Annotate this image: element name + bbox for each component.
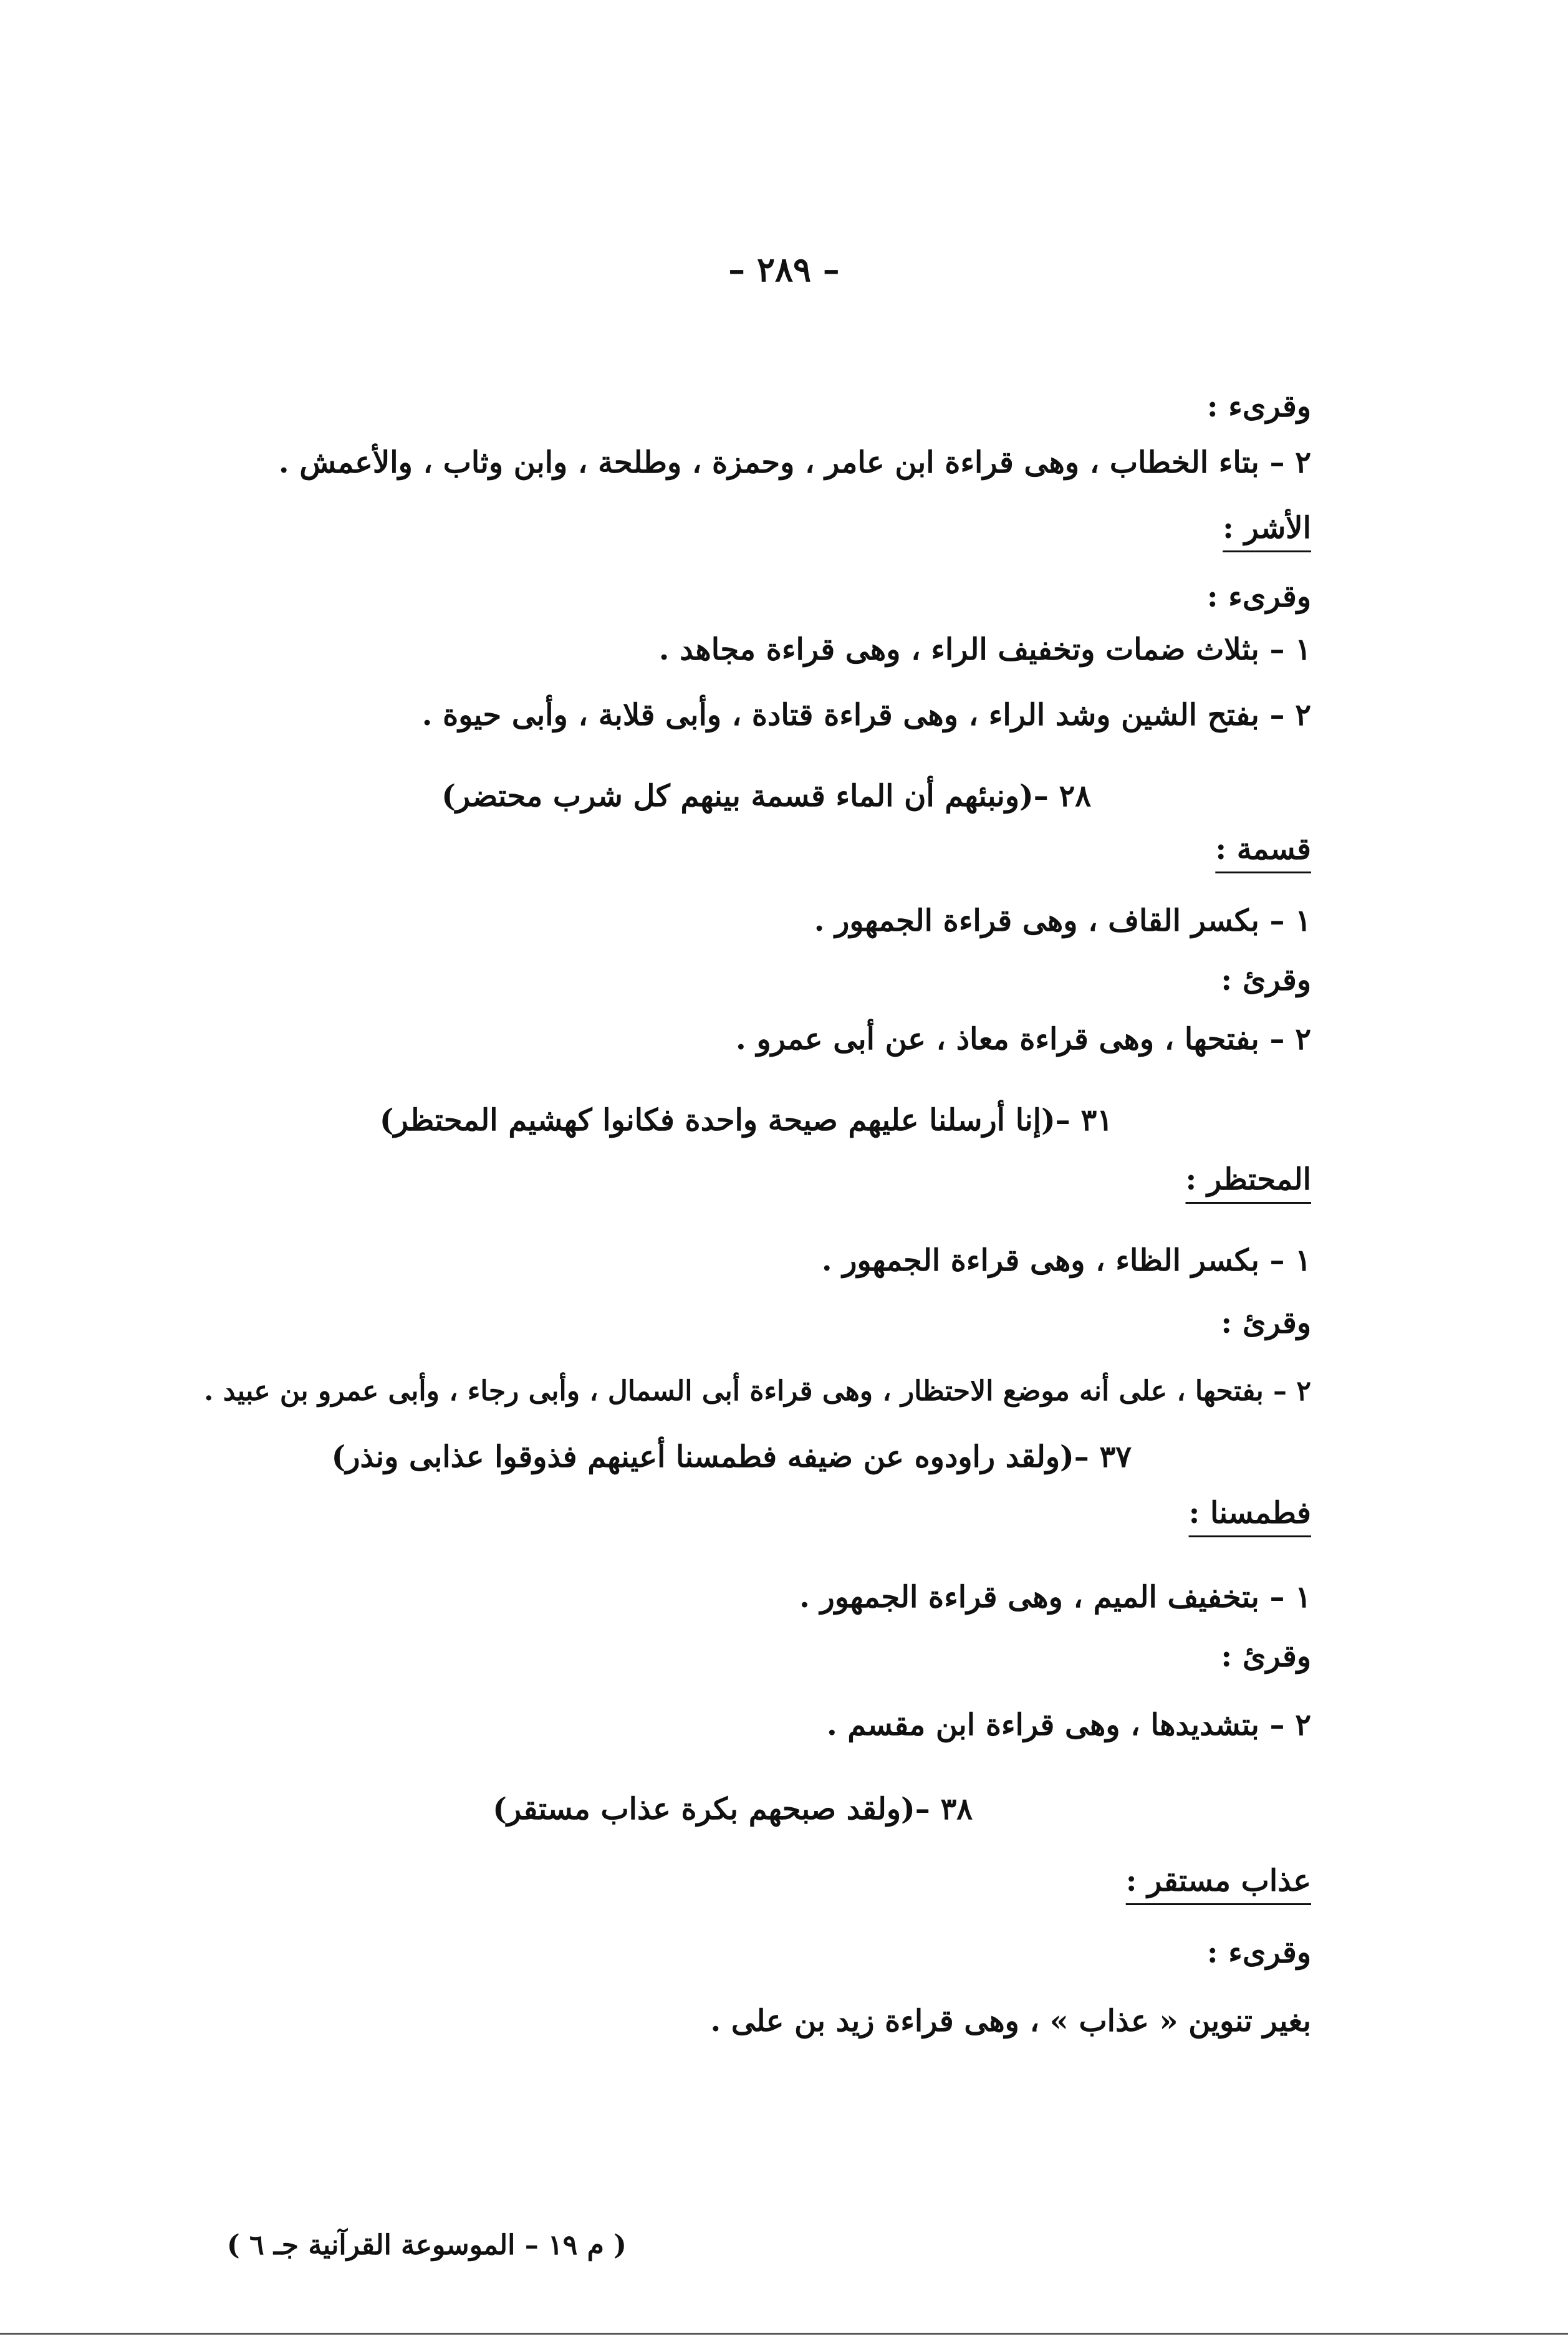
bottom-border-line <box>0 2333 1568 2335</box>
page-number: – ٢٨٩ – <box>728 249 840 289</box>
verse-line: ٣١ –(إنا أرسلنا عليهم صيحة واحدة فكانوا كهشيم المحتظر) <box>379 1103 1113 1138</box>
reading-line: ٢ – بفتحها ، على أنه موضع الاحتظار ، وهى قراءة أبى السمال ، وأبى رجاء ، وأبى عمرو بن عبيد . <box>204 1375 1311 1407</box>
verse-line: ٢٨ –(ونبئهم أن الماء قسمة بينهم كل شرب محتضر) <box>441 779 1091 814</box>
reading-label: وقرىء : <box>1206 1935 1311 1970</box>
word-heading: عذاب مستقر : <box>1125 1863 1311 1898</box>
reading-line: ٢ – بفتحها ، وهى قراءة معاذ ، عن أبى عمرو . <box>736 1022 1311 1057</box>
verse-line: ٣٧ –(ولقد راودوه عن ضيفه فطمسنا أعينهم فذوقوا عذابى ونذر) <box>331 1439 1132 1474</box>
reading-line: ٢ – بتشديدها ، وهى قراءة ابن مقسم . <box>827 1707 1311 1742</box>
reading-line: ١ – بثلاث ضمات وتخفيف الراء ، وهى قراءة مجاهد . <box>658 632 1311 667</box>
page-footer: ( م ١٩ – الموسوعة القرآنية جـ ٦ ) <box>226 2229 627 2261</box>
word-heading: فطمسنا : <box>1188 1496 1311 1530</box>
reading-line: ٢ – بتاء الخطاب ، وهى قراءة ابن عامر ، وحمزة ، وطلحة ، وابن وثاب ، والأعمش . <box>278 445 1311 480</box>
reading-label: وقرئ : <box>1221 963 1311 997</box>
reading-label: وقرئ : <box>1221 1639 1311 1674</box>
word-heading: المحتظر : <box>1185 1162 1311 1197</box>
reading-line: ١ – بكسر القاف ، وهى قراءة الجمهور . <box>814 903 1311 938</box>
word-heading: قسمة : <box>1215 832 1311 867</box>
reading-line: بغير تنوين « عذاب » ، وهى قراءة زيد بن على . <box>710 2004 1311 2039</box>
reading-line: ١ – بكسر الظاء ، وهى قراءة الجمهور . <box>821 1243 1311 1278</box>
reading-line: ٢ – بفتح الشين وشد الراء ، وهى قراءة قتادة ، وأبى قلابة ، وأبى حيوة . <box>421 698 1311 732</box>
reading-label: وقرئ : <box>1221 1305 1311 1340</box>
reading-label: وقرىء : <box>1206 579 1311 614</box>
reading-line: ١ – بتخفيف الميم ، وهى قراءة الجمهور . <box>799 1580 1311 1615</box>
word-heading: الأشر : <box>1223 511 1311 545</box>
reading-label: وقرىء : <box>1206 389 1311 424</box>
verse-line: ٣٨ –(ولقد صبحهم بكرة عذاب مستقر) <box>493 1792 973 1827</box>
